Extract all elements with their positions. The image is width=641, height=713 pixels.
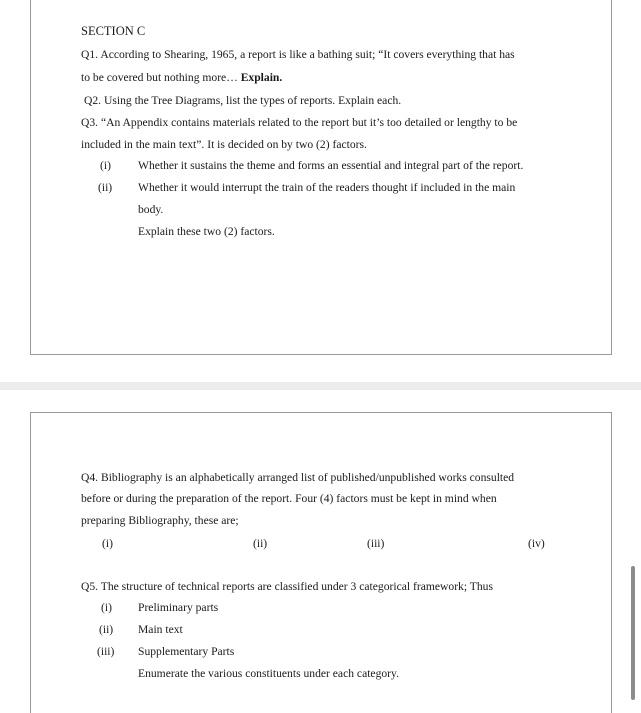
q4-numeral: (ii) [253,537,268,550]
q5-item-num: (i) [101,601,112,614]
q5-item-num: (iii) [97,645,115,658]
page-separator [0,382,641,390]
q1-line-1: Q1. According to Shearing, 1965, a report is like a bathing suit; “It covers everything that has [81,48,515,61]
q3-instruction: Explain these two (2) factors. [138,225,275,238]
q5-line-1: Q5. The structure of technical reports are classified under 3 categorical framework; Thus [81,580,493,593]
q4-numeral: (iv) [528,537,545,550]
vertical-scrollbar[interactable] [631,566,635,700]
q4-line-1: Q4. Bibliography is an alphabetically arranged list of published/unpublished works consulted [81,471,515,484]
q3-item-text: Whether it sustains the theme and forms an essential and integral part of the report. [138,159,524,172]
q1-emphasis: Explain. [240,71,283,84]
q5-item-num: (ii) [99,623,114,636]
q3-item-num: (ii) [98,181,113,194]
q5-instruction: Enumerate the various constituents under each category. [138,667,399,680]
q4-numeral: (i) [102,537,113,550]
q3-line-1: Q3. “An Appendix contains materials related to the report but it’s too detailed or lengthy to be [81,116,518,129]
q4-line-3: preparing Bibliography, these are; [81,514,239,527]
q3-item-num: (i) [100,159,111,172]
q3-line-2: included in the main text”. It is decided on by two (2) factors. [81,138,367,151]
q3-item-text-continued: body. [138,203,164,216]
q4-numeral: (iii) [367,537,385,550]
section-heading: SECTION C [81,24,146,38]
q5-item-text: Preliminary parts [138,601,219,614]
q3-item-text: Whether it would interrupt the train of the readers thought if included in the main [138,181,516,194]
q1-line-2: to be covered but nothing more… Explain. [81,71,283,84]
q4-line-2: before or during the preparation of the report. Four (4) factors must be kept in mind when [81,492,497,505]
q5-item-text: Supplementary Parts [138,645,235,658]
q5-item-text: Main text [138,623,183,636]
q2-line-1: Q2. Using the Tree Diagrams, list the types of reports. Explain each. [84,94,402,107]
